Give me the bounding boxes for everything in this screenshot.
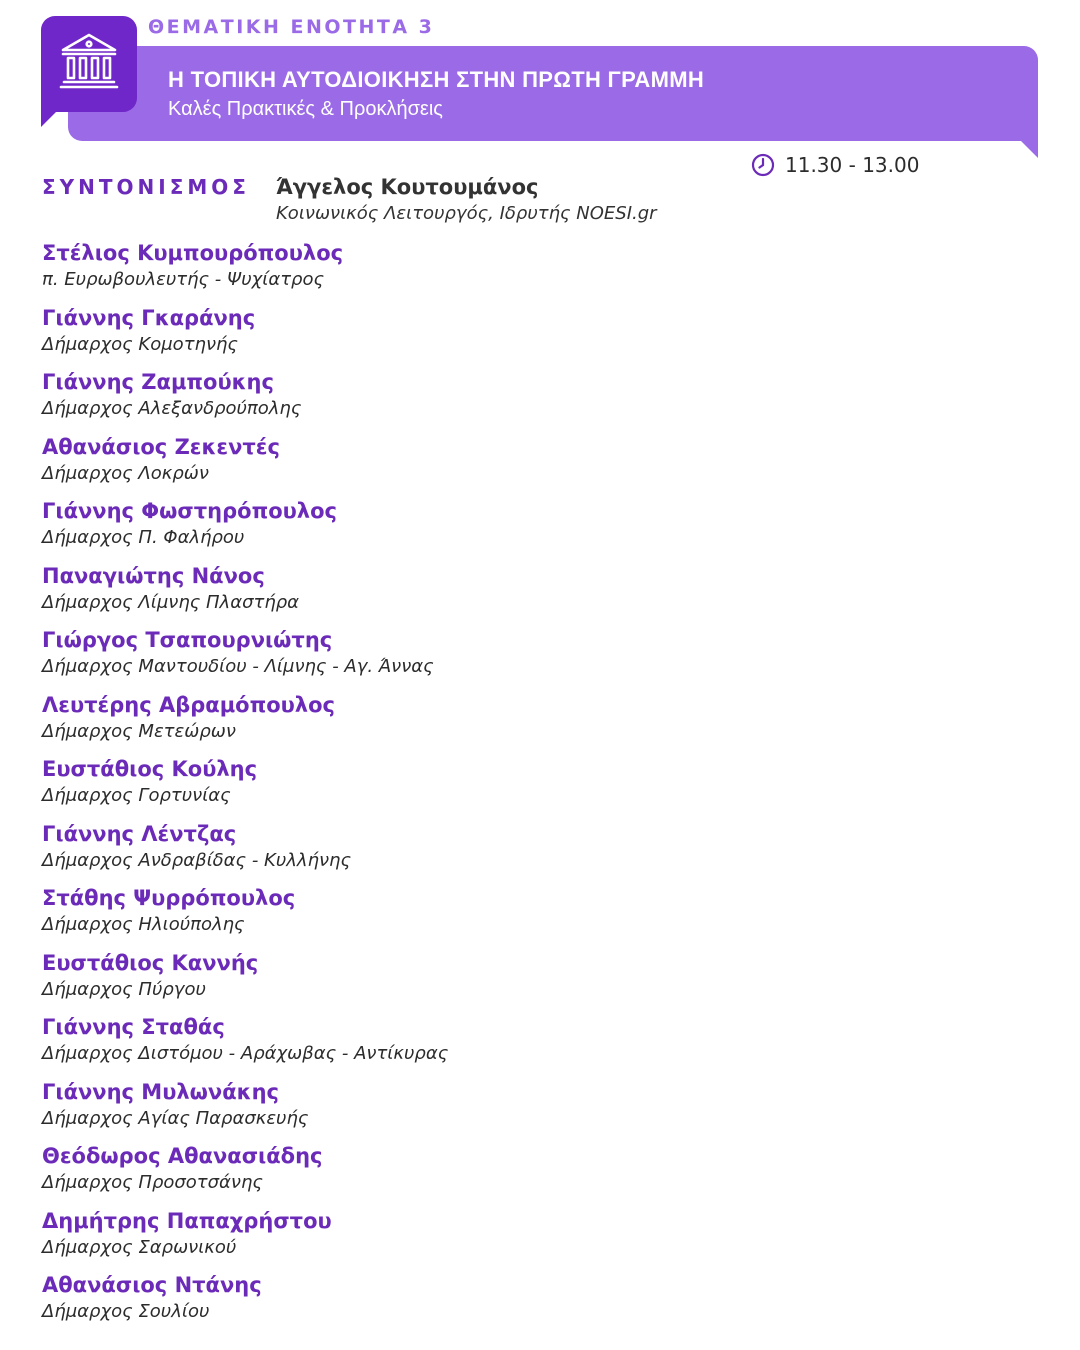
banner-tail bbox=[1020, 140, 1038, 158]
speaker-item bbox=[42, 369, 942, 434]
speaker-role: Δήμαρχος Ηλιούπολης bbox=[42, 914, 245, 935]
speaker-role: Δήμαρχος Σαρωνικού bbox=[42, 1236, 237, 1258]
speaker-name: Αθανάσιος Ντάνης bbox=[42, 1273, 262, 1297]
speaker-item bbox=[42, 821, 942, 886]
moderator-role: Κοινωνικός Λειτουργός, Ιδρυτής NOESI.gr bbox=[276, 203, 657, 224]
speaker-role: Δήμαρχος Μετεώρων bbox=[42, 720, 236, 742]
speaker-name: Στέλιος Κυμπουρόπουλος bbox=[42, 241, 344, 265]
speaker-name: Γιάννης Φωστηρόπουλος bbox=[42, 499, 337, 523]
speaker-role: Δήμαρχος Λίμνης Πλαστήρα bbox=[42, 591, 300, 613]
speaker-name: Αθανάσιος Ζεκεντές bbox=[42, 434, 280, 459]
session-time bbox=[751, 151, 919, 179]
speaker-role: Δήμαρχος Αλεξανδρούπολης bbox=[42, 398, 302, 419]
speaker-name: Στάθης Ψυρρόπουλος bbox=[42, 886, 296, 910]
speaker-name: Γιάννης Μυλωνάκης bbox=[42, 1079, 279, 1104]
speaker-item bbox=[42, 950, 942, 1015]
speaker-role: Δήμαρχος Προσοτσάνης bbox=[42, 1172, 263, 1193]
speaker-list bbox=[42, 240, 942, 1337]
speaker-role: Δήμαρχος Γορτυνίας bbox=[42, 785, 231, 806]
speaker-item bbox=[42, 756, 942, 821]
speaker-item bbox=[42, 1143, 942, 1208]
speaker-item bbox=[42, 1208, 942, 1273]
speaker-item bbox=[42, 240, 942, 305]
section-label: ΘΕΜΑΤΙΚΗ ΕΝΟΤΗΤΑ 3 bbox=[148, 16, 435, 38]
session-time-text: 11.30 - 13.00 bbox=[785, 153, 920, 177]
moderator-label: ΣΥΝΤΟΝΙΣΜΟΣ bbox=[42, 175, 250, 199]
icon-tail bbox=[41, 111, 57, 127]
speaker-name: Θεόδωρος Αθανασιάδης bbox=[42, 1144, 323, 1168]
speaker-role: Δήμαρχος Κομοτηνής bbox=[42, 333, 238, 355]
speaker-role: Δήμαρχος Λοκρών bbox=[42, 462, 209, 484]
speaker-item bbox=[42, 885, 942, 950]
speaker-item bbox=[42, 1014, 942, 1079]
moderator-name: Άγγελος Κουτουμάνος bbox=[276, 175, 539, 199]
icon-box bbox=[41, 16, 137, 112]
speaker-name: Γιάννης Γκαράνης bbox=[42, 305, 256, 330]
speaker-name: Δημήτρης Παπαχρήστου bbox=[42, 1208, 332, 1233]
speaker-item bbox=[42, 627, 942, 692]
speaker-item bbox=[42, 563, 942, 628]
speaker-item bbox=[42, 1272, 942, 1337]
clock-icon bbox=[751, 153, 775, 177]
speaker-name: Γιώργος Τσαπουρνιώτης bbox=[42, 628, 333, 652]
speaker-item bbox=[42, 692, 942, 757]
speaker-item bbox=[42, 498, 942, 563]
speaker-role: Δήμαρχος Αγίας Παρασκευής bbox=[42, 1107, 309, 1129]
speaker-name: Λευτέρης Αβραμόπουλος bbox=[42, 692, 335, 717]
speaker-name: Γιάννης Σταθάς bbox=[42, 1015, 225, 1039]
speaker-role: π. Ευρωβουλευτής - Ψυχίατρος bbox=[42, 269, 325, 290]
speaker-item bbox=[42, 434, 942, 499]
speaker-role: Δήμαρχος Π. Φαλήρου bbox=[42, 527, 245, 548]
speaker-role: Δήμαρχος Πύργου bbox=[42, 978, 206, 1000]
building-icon bbox=[58, 30, 120, 92]
speaker-item bbox=[42, 305, 942, 370]
speaker-role: Δήμαρχος Ανδραβίδας - Κυλλήνης bbox=[42, 849, 352, 871]
session-subtitle: Καλές Πρακτικές & Προκλήσεις bbox=[168, 98, 443, 120]
speaker-role: Δήμαρχος Μαντουδίου - Λίμνης - Αγ. Άννας bbox=[42, 656, 434, 677]
session-banner bbox=[68, 46, 1038, 141]
speaker-role: Δήμαρχος Σουλίου bbox=[42, 1301, 210, 1322]
speaker-name: Παναγιώτης Νάνος bbox=[42, 563, 265, 588]
speaker-name: Ευστάθιος Καννής bbox=[42, 950, 259, 975]
speaker-item bbox=[42, 1079, 942, 1144]
speaker-name: Γιάννης Λέντζας bbox=[42, 821, 237, 846]
speaker-role: Δήμαρχος Διστόμου - Αράχωβας - Αντίκυρας bbox=[42, 1043, 449, 1064]
session-title: Η ΤΟΠΙΚΗ ΑΥΤΟΔΙΟΙΚΗΣΗ ΣΤΗΝ ΠΡΩΤΗ ΓΡΑΜΜΗ bbox=[168, 67, 705, 92]
speaker-name: Γιάννης Ζαμπούκης bbox=[42, 370, 274, 394]
speaker-name: Ευστάθιος Κούλης bbox=[42, 757, 258, 781]
